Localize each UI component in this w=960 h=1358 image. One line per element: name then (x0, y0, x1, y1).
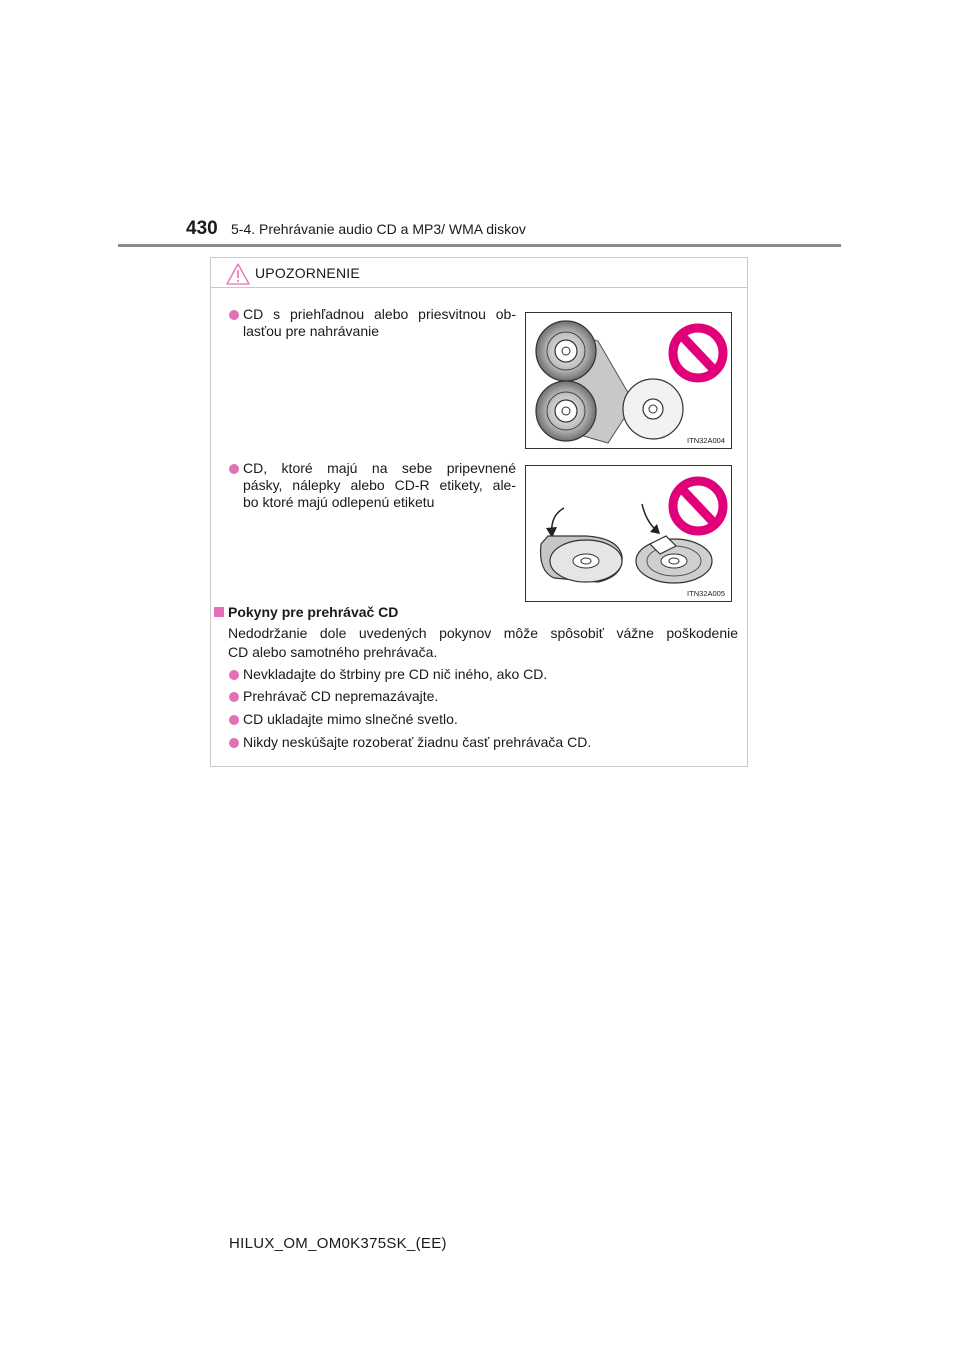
figure-label-cd (525, 465, 732, 602)
cd-player-item-2: Prehrávač CD nepremazávajte. (243, 688, 439, 704)
cd-label-illustration (526, 466, 731, 601)
figure-transparent-cd (525, 312, 732, 449)
bullet-dot (229, 670, 239, 680)
cd-player-item-3: CD ukladajte mimo slnečné svetlo. (243, 711, 458, 727)
cd-player-item-4: Nikdy neskúšajte rozoberať žiadnu časť prehrávača CD. (243, 734, 592, 750)
page-number: 430 (186, 218, 218, 239)
bullet-text-2-line-1: CD, ktoré majú na sebe pripevnené (243, 460, 516, 476)
bullet-text-1-line-2: lasťou pre nahrávanie (243, 323, 380, 339)
bullet-text-2-line-2: pásky, nálepky alebo CD-R etikety, ale- (243, 477, 516, 493)
paragraph-line-1: Nedodržanie dole uvedených pokynov môže spôsobiť vážne poškodenie (228, 625, 738, 641)
warning-title: UPOZORNENIE (255, 265, 360, 281)
cd-player-item-1: Nevkladajte do štrbiny pre CD nič iného, ako CD. (243, 666, 548, 682)
warning-triangle-icon (226, 263, 250, 285)
bullet-text-1-line-1: CD s priehľadnou alebo priesvitnou ob- (243, 306, 516, 322)
bullet-dot (229, 738, 239, 748)
warning-header (211, 258, 747, 288)
bullet-dot (229, 310, 239, 320)
bullet-dot (229, 464, 239, 474)
bullet-text-2-line-3: bo ktoré majú odlepenú etiketu (243, 494, 435, 510)
footer-manual-code: HILUX_OM_OM0K375SK_(EE) (229, 1235, 447, 1252)
section-title: 5-4. Prehrávanie audio CD a MP3/ WMA diskov (231, 221, 526, 237)
bullet-dot (229, 715, 239, 725)
cd-player-heading: Pokyny pre prehrávač CD (228, 604, 399, 620)
paragraph-line-2: CD alebo samotného prehrávača. (228, 644, 438, 660)
figure-code: ITN32A005 (687, 589, 725, 598)
cd-illustration (526, 313, 731, 448)
header-rule (118, 244, 841, 247)
cd-player-paragraph (228, 624, 738, 662)
square-marker (214, 607, 224, 617)
bullet-dot (229, 692, 239, 702)
figure-code: ITN32A004 (687, 436, 725, 445)
